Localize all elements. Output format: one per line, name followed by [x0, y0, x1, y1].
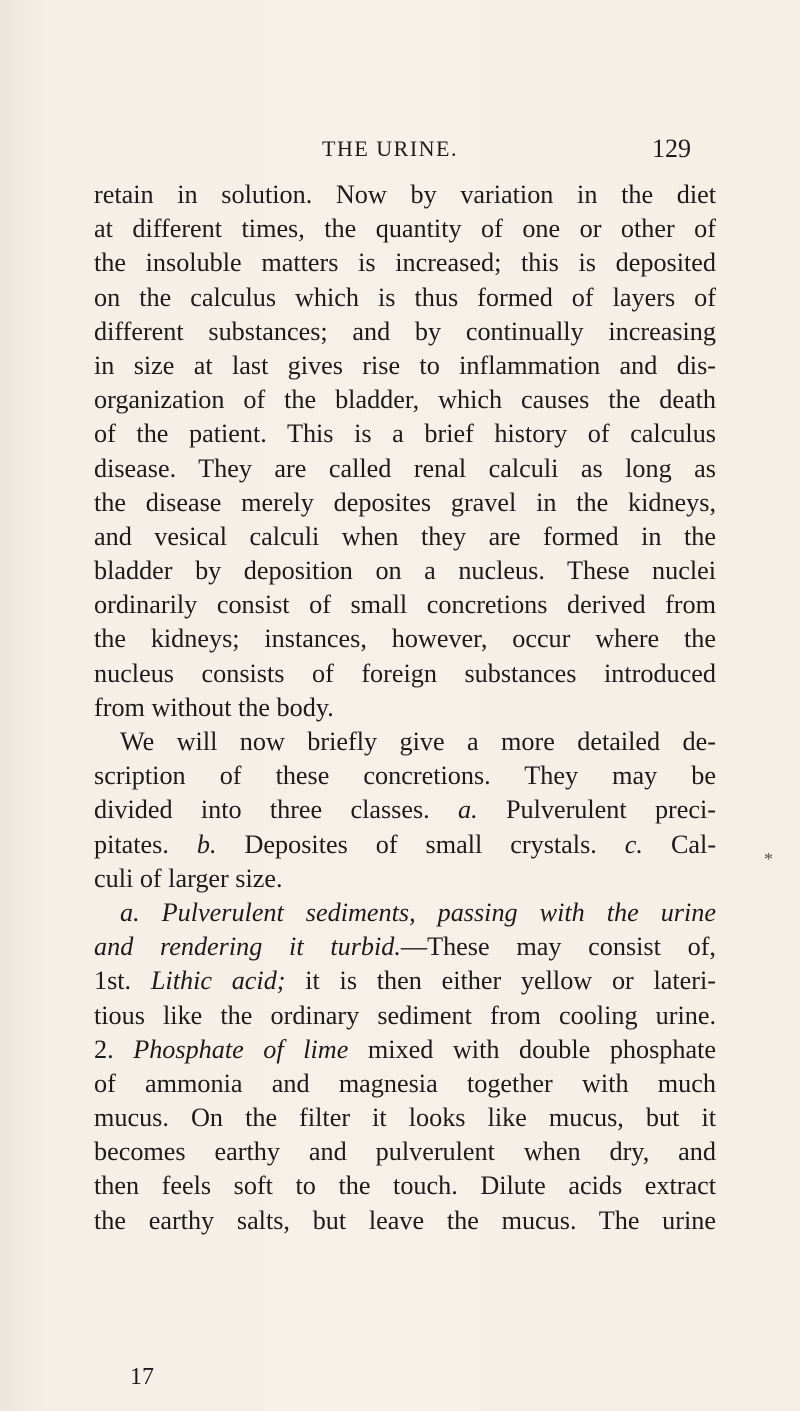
text-fragment: Deposites of small crystals.	[244, 829, 597, 859]
margin-asterisk-mark: *	[764, 849, 773, 869]
text-line: nucleus consists of foreign substances introduced	[94, 658, 716, 688]
text-fragment: mixed with double phosphate	[367, 1034, 717, 1064]
page-header	[0, 136, 800, 176]
text-line: the disease merely deposites gravel in the kidneys,	[94, 487, 716, 517]
text-line: becomes earthy and pulverulent when dry, and	[94, 1137, 716, 1167]
text-line-with-inline-italic	[94, 793, 716, 827]
text-fragment: Cal-	[670, 829, 717, 859]
text-line: and vesical calculi when they are formed in the	[94, 521, 716, 551]
text-line: tious like the ordinary sediment from cooling urine.	[94, 1000, 716, 1030]
text-fragment: Pulverulent preci-	[505, 795, 717, 825]
text-line: the kidneys; instances, however, occur where the	[94, 624, 716, 654]
text-line-with-inline-italic	[94, 828, 716, 862]
text-line: in size at last gives rise to inflammation and dis-	[94, 350, 716, 380]
text-line: the insoluble matters is increased; this is deposited	[94, 248, 716, 278]
text-line: mucus. On the filter it looks like mucus, but it	[94, 1103, 716, 1133]
text-line-with-inline-italic	[94, 1033, 716, 1067]
section-heading: Pulverulent sediments, passing with the urine	[161, 897, 716, 927]
text-line-with-inline-italic	[94, 930, 716, 964]
text-line: different substances; and by continually increasing	[94, 316, 716, 346]
body-text	[94, 178, 716, 1238]
text-line: disease. They are called renal calculi as long as	[94, 453, 716, 483]
term-phosphate-of-lime: Phosphate of lime	[133, 1034, 349, 1064]
text-line: from without the body.	[94, 692, 334, 722]
text-fragment: divided into three classes.	[94, 795, 430, 825]
text-fragment: 1st.	[94, 966, 132, 996]
text-fragment: 2.	[94, 1034, 114, 1064]
term-lithic-acid: Lithic acid;	[150, 966, 286, 996]
signature-mark: 17	[130, 1364, 154, 1390]
section-heading-continued: and rendering it turbid.	[94, 932, 401, 962]
text-line: of ammonia and magnesia together with much	[94, 1068, 716, 1098]
text-line: ordinarily consist of small concretions derived from	[94, 590, 716, 620]
text-line: organization of the bladder, which causes the death	[94, 385, 716, 415]
text-line: of the patient. This is a brief history of calculus	[94, 419, 716, 449]
text-line: We will now briefly give a more detailed de-	[120, 727, 716, 756]
text-fragment: pitates.	[94, 829, 169, 859]
page-number: 129	[652, 134, 691, 163]
text-line-with-inline-italic	[94, 964, 716, 998]
section-marker-a: a.	[120, 897, 140, 927]
list-marker-c: c.	[624, 829, 643, 859]
text-fragment: it is then either yellow or lateri-	[305, 966, 717, 996]
running-head: THE URINE.	[322, 136, 458, 161]
text-line: on the calculus which is thus formed of layers of	[94, 282, 716, 312]
text-line: at different times, the quantity of one or other of	[94, 214, 716, 244]
text-line: bladder by deposition on a nucleus. These nuclei	[94, 556, 716, 586]
text-line: culi of larger size.	[94, 863, 283, 893]
text-line: retain in solution. Now by variation in the diet	[94, 180, 716, 209]
list-marker-b: b.	[196, 829, 217, 859]
text-line: then feels soft to the touch. Dilute acids extract	[94, 1171, 716, 1201]
section-heading-line	[94, 896, 716, 930]
text-fragment: —These may consist of,	[400, 932, 716, 962]
text-line: the earthy salts, but leave the mucus. The urine	[94, 1205, 716, 1235]
text-line: scription of these concretions. They may be	[94, 761, 716, 791]
list-marker-a: a.	[458, 795, 478, 825]
